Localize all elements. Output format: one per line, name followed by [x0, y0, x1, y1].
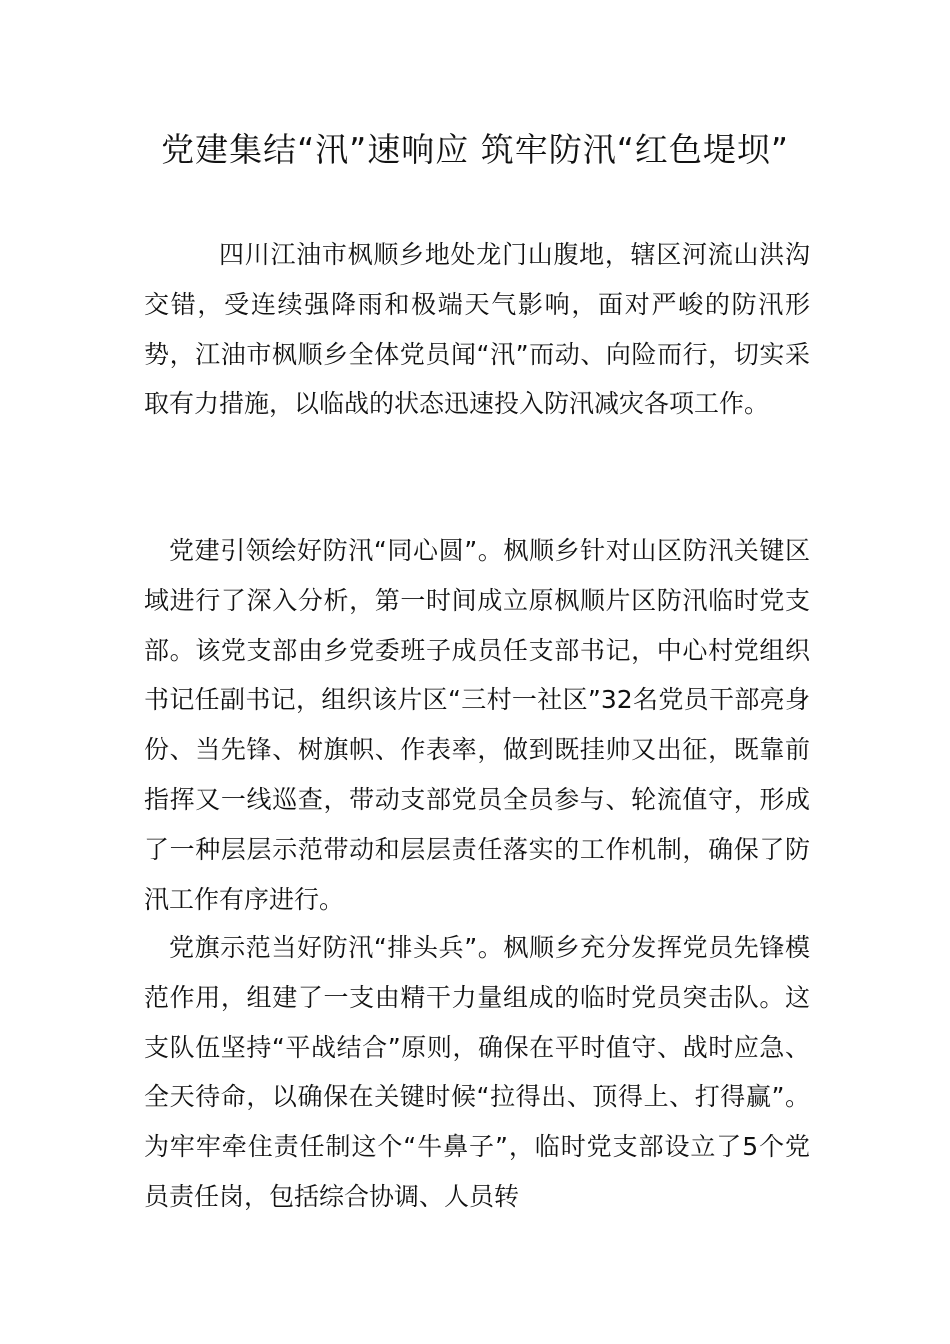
paragraph-intro: 四川江油市枫顺乡地处龙门山腹地，辖区河流山洪沟交错，受连续强降雨和极端天气影响，面对严峻的防汛形势，江油市枫顺乡全体党员闻“汛”而动、向险而行，切实采取有力措施，以临战的状态迅速投入防汛减灾各项工作。 — [144, 240, 810, 419]
paragraph-party-flag-vanguard: 党旗示范当好防汛“排头兵”。枫顺乡充分发挥党员先锋模范作用，组建了一支由精干力量组成的临时党员突击队。这支队伍坚持“平战结合”原则，确保在平时值守、战时应急、全天待命，以确保在关键时候“拉得出、顶得上、打得赢”。为牢牢牵住责任制这个“牛鼻子”，临时党支部设立了5个党员责任岗，包括综合协调、人员转 — [144, 933, 810, 1211]
document-title: 党建集结“汛”速响应 筑牢防汛“红色堤坝” — [161, 130, 789, 169]
paragraph-party-leadership: 党建引领绘好防汛“同心圆”。枫顺乡针对山区防汛关键区域进行了深入分析，第一时间成立原枫顺片区防汛临时党支部。该党支部由乡党委班子成员任支部书记，中心村党组织书记任副书记，组织该片区“三村一社区”32名党员干部亮身份、当先锋、树旗帜、作表率，做到既挂帅又出征，既靠前指挥又一线巡查，带动支部党员全员参与、轮流值守，形成了一种层层示范带动和层层责任落实的工作机制，确保了防汛工作有序进行。 — [144, 536, 810, 914]
